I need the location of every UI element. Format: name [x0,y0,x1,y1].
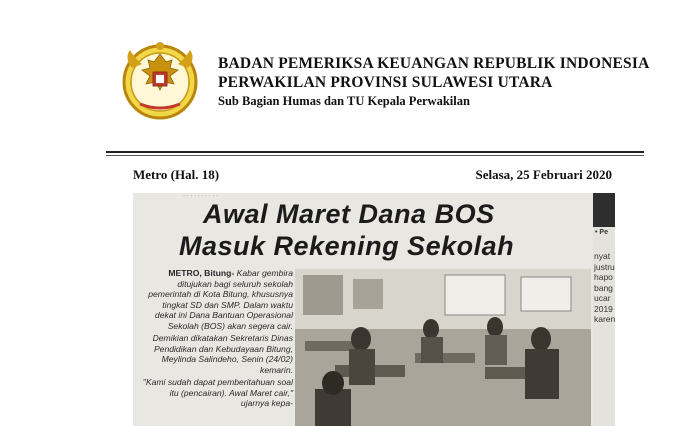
adjacent-line: bang [594,282,613,293]
article-lead: METRO, Bitung- [168,268,235,278]
adjacent-line: 2019 [594,303,613,314]
org-branch-heading: PERWAKILAN PROVINSI SULAWESI UTARA [218,74,553,91]
org-subdivision-heading: Sub Bagian Humas dan TU Kepala Perwakilan [218,94,470,108]
header-divider-thin [106,155,644,156]
adjacent-line: justru [594,261,615,272]
header-divider [106,151,644,153]
date-label: Selasa, 25 Februari 2020 [475,167,612,182]
clipping-article-text [141,268,293,411]
clipping-top-text: · · · · · · · · · · [183,193,218,199]
garuda-emblem-icon [118,38,202,122]
adjacent-line: ucar [594,293,611,303]
org-name-heading: BADAN PEMERIKSA KEUANGAN REPUBLIK INDONESIA [218,55,650,72]
clipping-headline-line1: Awal Maret Dana BOS [203,199,495,229]
article-paragraph: Kabar gembira ditujukan bagi seluruh sekolah pemerintah di Kota Bitung, khususnya tingkat SD dan SMP. Dalam waktu dekat ini Dana Bantuan Operasional Sekolah (BOS) akan segera cair. [148,268,293,331]
adjacent-line: karen [594,314,615,324]
adjacent-column [593,193,615,426]
source-label: Metro (Hal. 18) [133,167,220,182]
clipping-headline-line2: Masuk Rekening Sekolah [179,231,515,261]
classroom-photo [295,269,591,426]
adjacent-line: nyat [594,251,611,261]
adjacent-photo [593,193,615,227]
adjacent-label: • Pe [595,229,608,236]
newspaper-clipping [133,193,593,426]
article-paragraph: "Kami sudah dapat pemberitahuan soal itu (pencairan). Awal Maret cair," ujarnya kepa- [142,377,293,408]
adjacent-text [594,251,615,325]
adjacent-line: hapo [594,272,613,282]
article-paragraph: Demikian dikatakan Sekretaris Dinas Pendidikan dan Kebudayaan Bitung, Meylinda Salindeho, Senin (24/02) kemarin. [152,333,293,375]
